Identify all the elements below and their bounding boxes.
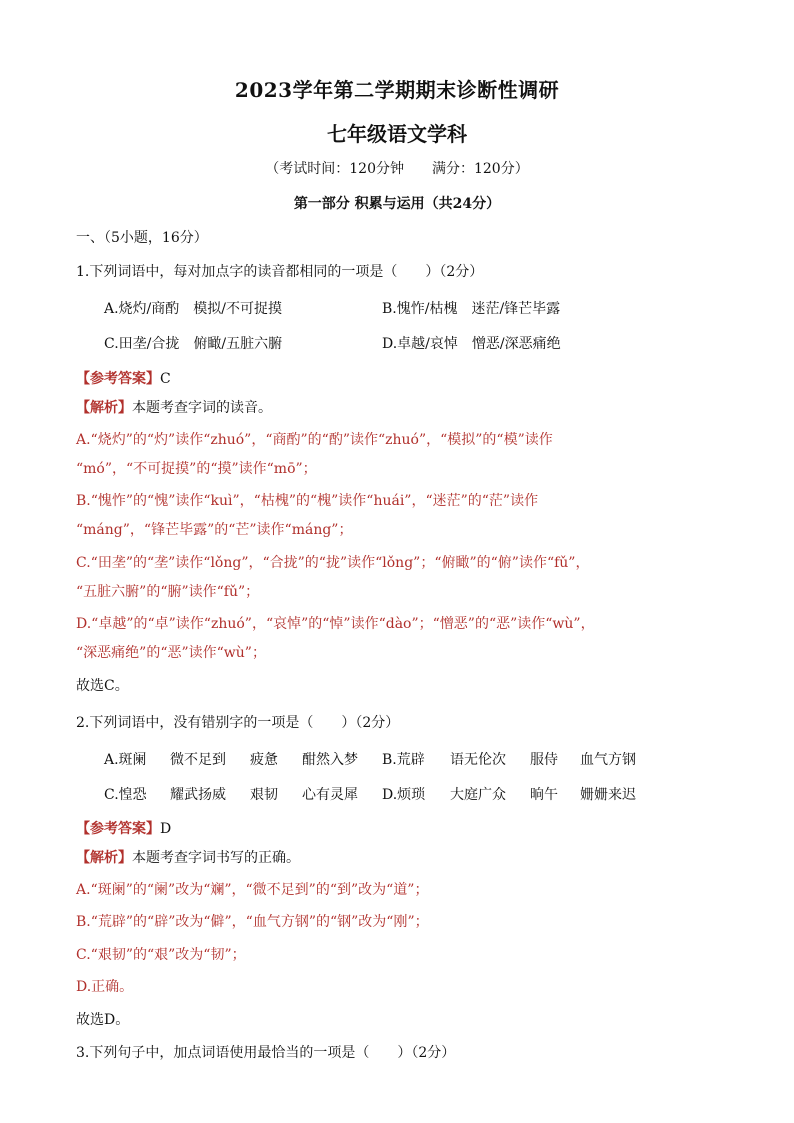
q1-explanation-c2: “五脏六腑”的“腑”读作“fǔ”； (76, 584, 260, 600)
q1-explanation-b2: “máng”，“锋芒毕露”的“芒”读作“máng”； (76, 522, 353, 538)
answer-value: C (160, 371, 171, 387)
q2-word: 微不足到 (170, 752, 226, 768)
q1-explanation-c1: C.“田垄”的“垄”读作“lǒng”，“合拢”的“拢”读作“lǒng”；“俯瞰”的“俯”读作“fǔ”， (76, 555, 590, 571)
q1-answer (76, 369, 171, 389)
q2-word: 心有灵犀 (302, 787, 358, 803)
q2-explanation-d: D.正确。 (76, 979, 134, 995)
q2-word: 大庭广众 (450, 787, 506, 803)
analysis-text: 本题考查字词的读音。 (132, 400, 272, 416)
q2-word: 血气方钢 (580, 752, 636, 768)
answer-label: 【参考答案】 (76, 371, 160, 387)
q2-analysis (76, 848, 300, 868)
q2-word: 疲惫 (250, 752, 278, 768)
exam-title: 2023学年第二学期期末诊断性调研 (234, 78, 560, 102)
exam-subtitle: 七年级语文学科 (327, 122, 467, 146)
q2-answer (76, 819, 171, 839)
q2-word: 耀武扬威 (170, 787, 226, 803)
q2-option-a: A.斑阑 (104, 752, 147, 768)
q1-analysis (76, 398, 272, 418)
answer-value: D (160, 821, 172, 837)
q1-option-b: B.愧怍/枯槐 迷茫/锋芒毕露 (382, 301, 561, 317)
q1-explanation-d1: D.“卓越”的“卓”读作“zhuó”，“哀悼”的“悼”读作“dào”；“憎恶”的“恶”读作“wù”， (76, 616, 595, 632)
q1-explanation-b1: B.“愧怍”的“愧”读作“kuì”，“枯槐”的“槐”读作“huái”，“迷茫”的“茫”读作 (76, 493, 539, 509)
q2-option-d: D.烦琐 (382, 787, 426, 803)
q1-option-d: D.卓越/哀悼 憎恶/深恶痛绝 (382, 336, 561, 352)
q2-word: 艰韧 (250, 787, 278, 803)
q1-option-c: C.田垄/合拢 俯瞰/五脏六腑 (104, 336, 283, 352)
q1-explanation-a1: A.“烧灼”的“灼”读作“zhuó”，“商酌”的“酌”读作“zhuó”，“模拟”的“模”读作 (76, 432, 553, 448)
q2-word: 语无伦次 (450, 752, 506, 768)
question-2-stem: 2.下列词语中，没有错别字的一项是（ ）（2分） (76, 715, 400, 731)
q2-explanation-b: B.“荒辟”的“辟”改为“僻”，“血气方钢”的“钢”改为“刚”； (76, 914, 429, 930)
q2-word: 晌午 (530, 787, 558, 803)
q1-explanation-a2: “mó”，“不可捉摸”的“摸”读作“mō”； (76, 461, 317, 477)
section-heading: 一、（5小题，16分） (76, 230, 208, 246)
q1-explanation-d2: “深恶痛绝”的“恶”读作“wù”； (76, 645, 266, 661)
exam-info: （考试时间：120分钟 满分：120分） (265, 161, 529, 177)
q2-explanation-a: A.“斑阑”的“阑”改为“斓”，“微不足到”的“到”改为“道”； (76, 882, 429, 898)
q2-explanation-c: C.“艰韧”的“艰”改为“韧”； (76, 947, 246, 963)
q2-conclusion: 故选D。 (76, 1012, 130, 1028)
q1-option-a: A.烧灼/商酌 模拟/不可捉摸 (104, 301, 282, 317)
q2-option-b: B.荒辟 (382, 752, 425, 768)
q1-conclusion: 故选C。 (76, 678, 129, 694)
analysis-label: 【解析】 (76, 850, 132, 866)
answer-label: 【参考答案】 (76, 821, 160, 837)
q2-word: 酣然入梦 (302, 752, 358, 768)
analysis-label: 【解析】 (76, 400, 132, 416)
q2-word: 姗姗来迟 (580, 787, 636, 803)
part-heading: 第一部分 积累与运用（共24分） (293, 196, 501, 212)
question-1-stem: 1.下列词语中，每对加点字的读音都相同的一项是（ ）（2分） (76, 264, 484, 280)
analysis-text: 本题考查字词书写的正确。 (132, 850, 300, 866)
q2-option-c: C.惶恐 (104, 787, 147, 803)
q2-word: 服侍 (530, 752, 558, 768)
question-3-stem: 3.下列句子中，加点词语使用最恰当的一项是（ ）（2分） (76, 1045, 456, 1061)
